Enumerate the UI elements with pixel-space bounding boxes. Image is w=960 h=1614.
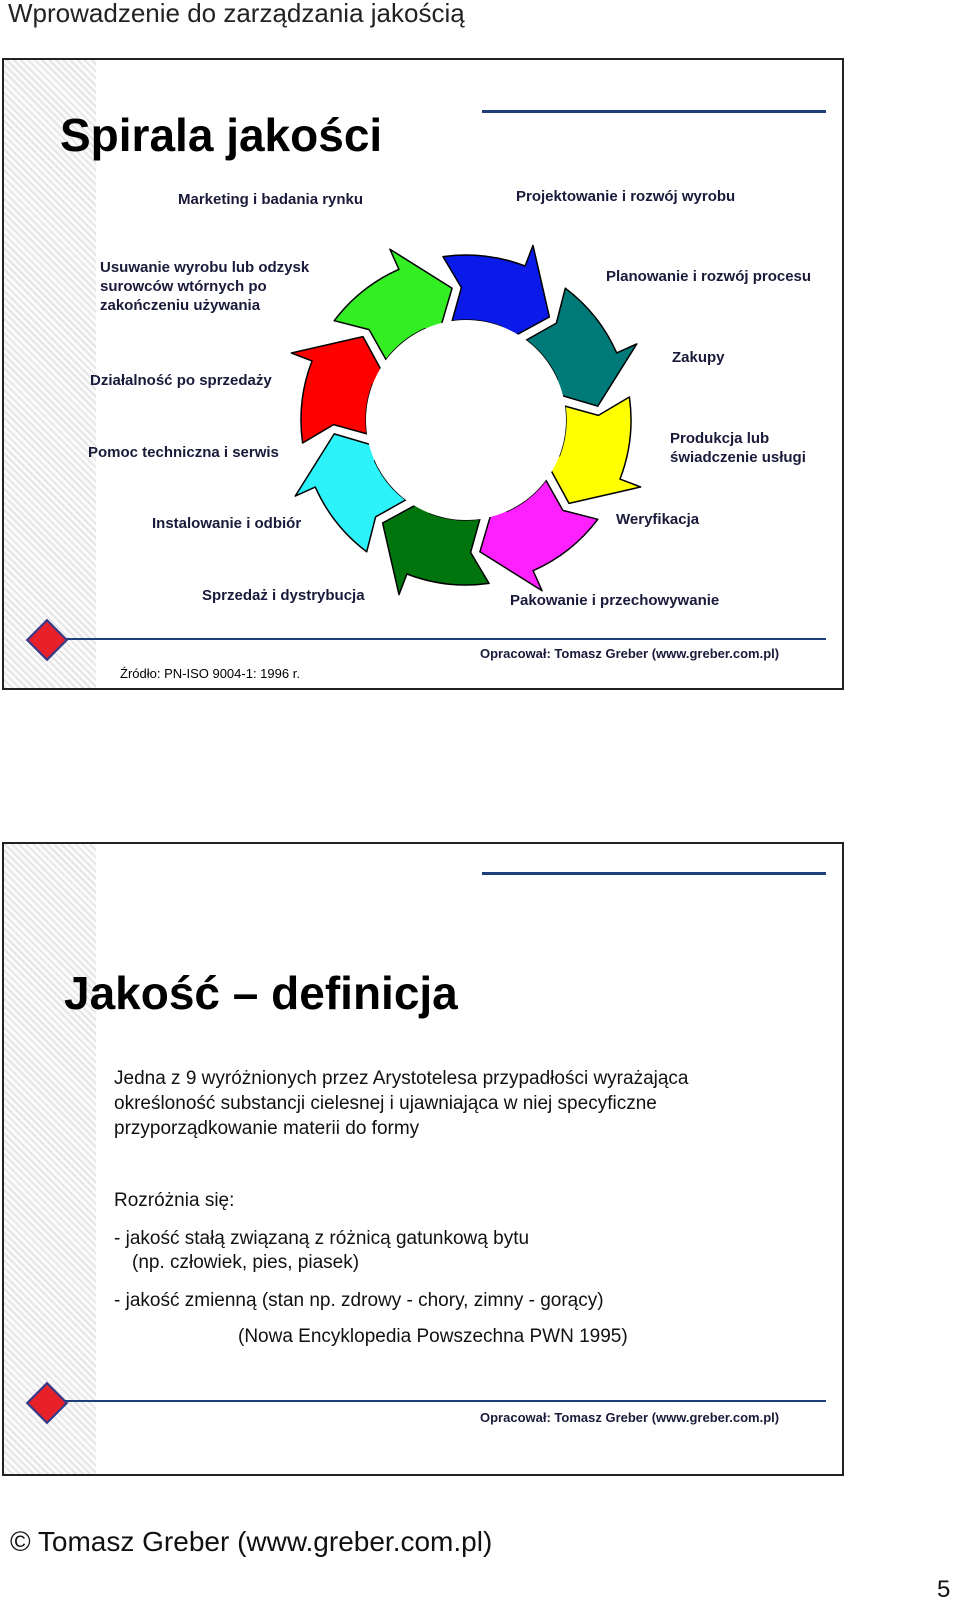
definition-line-3: przyporządkowanie materii do formy bbox=[114, 1118, 420, 1139]
label-dzialalnosc: Działalność po sprzedaży bbox=[90, 372, 272, 389]
source-note: Źródło: PN-ISO 9004-1: 1996 r. bbox=[120, 666, 300, 681]
citation: (Nowa Encyklopedia Powszechna PWN 1995) bbox=[238, 1326, 628, 1347]
label-sprzedaz: Sprzedaż i dystrybucja bbox=[202, 587, 365, 604]
label-planowanie: Planowanie i rozwój procesu bbox=[606, 268, 812, 285]
label-marketing: Marketing i badania rynku bbox=[178, 191, 364, 208]
label-usuwanie-line1: Usuwanie wyrobu lub odzysk bbox=[100, 259, 310, 276]
slide-title: Spirala jakości bbox=[60, 109, 383, 161]
top-accent-line bbox=[482, 872, 826, 875]
label-instalowanie: Instalowanie i odbiór bbox=[152, 515, 302, 532]
slide-title: Jakość – definicja bbox=[64, 967, 458, 1019]
slide-quality-spiral bbox=[2, 58, 844, 690]
bottom-accent-line bbox=[56, 1400, 826, 1402]
footer-copyright: © Tomasz Greber (www.greber.com.pl) bbox=[10, 1526, 493, 1557]
document-header: Wprowadzenie do zarządzania jakością bbox=[8, 0, 465, 28]
label-weryfikacja: Weryfikacja bbox=[616, 511, 700, 528]
label-produkcja-line1: Produkcja lub bbox=[670, 430, 770, 447]
author-credit: Opracował: Tomasz Greber (www.greber.com.pl) bbox=[480, 1410, 780, 1425]
label-projektowanie: Projektowanie i rozwój wyrobu bbox=[516, 188, 736, 205]
bottom-accent-line bbox=[56, 638, 826, 640]
label-pomoc: Pomoc techniczna i serwis bbox=[88, 444, 279, 461]
label-usuwanie-line3: zakończeniu używania bbox=[100, 297, 261, 314]
definition-line-1: Jedna z 9 wyróżnionych przez Arystotelesa przypadłości wyrażająca bbox=[114, 1068, 689, 1089]
slide-quality-definition bbox=[2, 842, 844, 1476]
list-item-constant-quality: - jakość stałą związaną z różnicą gatunkową bytu bbox=[114, 1228, 530, 1249]
author-credit: Opracował: Tomasz Greber (www.greber.com.pl) bbox=[480, 646, 780, 661]
page-number: 5 bbox=[937, 1576, 951, 1603]
distinction-heading: Rozróżnia się: bbox=[114, 1190, 235, 1211]
list-item-constant-quality-example: (np. człowiek, pies, piasek) bbox=[132, 1252, 360, 1273]
label-produkcja-line2: świadczenie usługi bbox=[670, 449, 806, 466]
label-zakupy: Zakupy bbox=[672, 349, 725, 366]
top-accent-line bbox=[482, 110, 826, 113]
label-usuwanie-line2: surowców wtórnych po bbox=[100, 278, 267, 295]
definition-line-2: określoność substancji cielesnej i ujawniająca w niej specyficzne bbox=[114, 1093, 657, 1114]
list-item-variable-quality: - jakość zmienną (stan np. zdrowy - chory, zimny - gorący) bbox=[114, 1290, 604, 1311]
slide-left-band bbox=[4, 844, 96, 1474]
label-pakowanie: Pakowanie i przechowywanie bbox=[510, 592, 720, 609]
